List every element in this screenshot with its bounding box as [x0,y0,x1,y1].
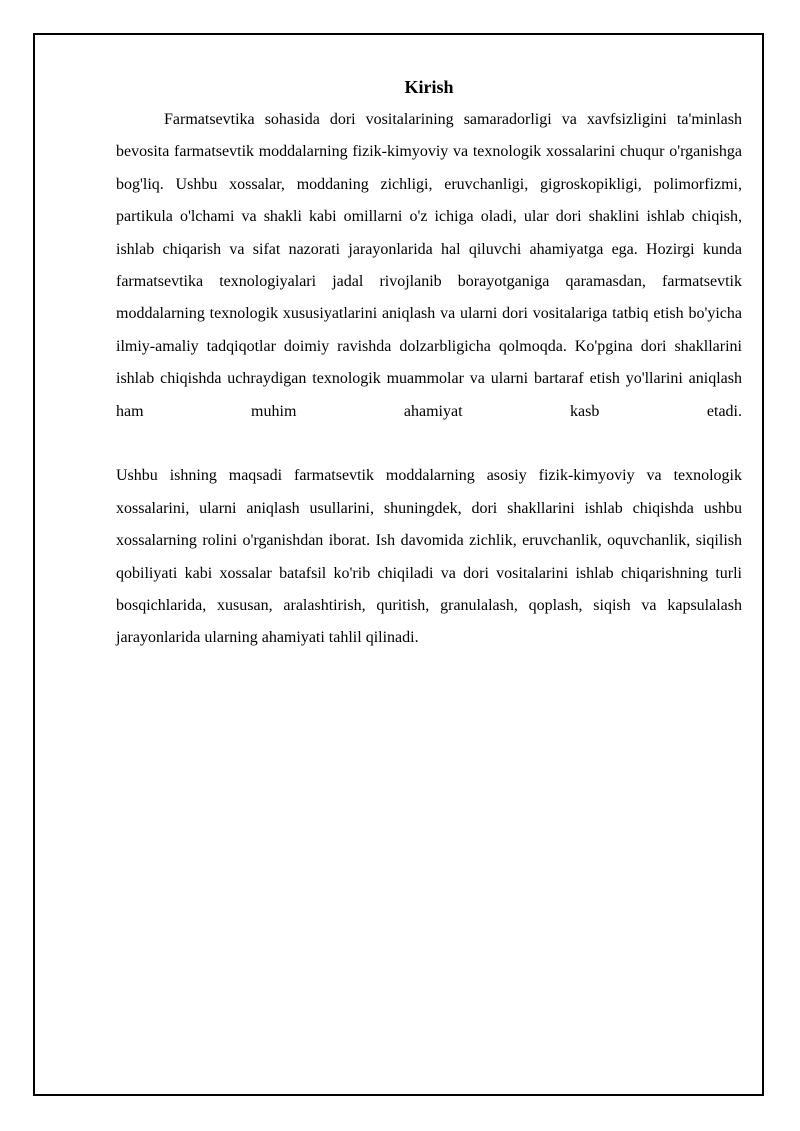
intro-paragraph-2: Ushbu ishning maqsadi farmatsevtik moddalarning asosiy fizik-kimyoviy va texnologik xossalarini, ularni aniqlash usullarini, shuningdek, dori shakllarini ishlab chiqishda ushbu xossalarning rolini o'rganishdan iborat. Ish davomida zichlik, eruvchanlik, oquvchanlik, siqilish qobiliyati kabi xossalar batafsil ko'rib chiqiladi va dori vositalarini ishlab chiqarishning turli bosqichlarida, xususan, aralashtirish, quritish, granulalash, qoplash, siqish va kapsulalash jarayonlarida ularning ahamiyati tahlil qilinadi. [116,467,742,647]
paragraph-spacer [116,428,742,460]
document-body [116,76,742,655]
intro-paragraph-1: Farmatsevtika sohasida dori vositalarining samaradorligi va xavfsizligini ta'minlash bevosita farmatsevtik moddalarning fizik-kimyoviy va texnologik xossalarini chuqur o'rganishga bog'liq. Ushbu xossalar, moddaning zichligi, eruvchanligi, gigroskopikligi, polimorfizmi, partikula o'lchami va shakli kabi omillarni o'z ichiga oladi, ular dori shaklini ishlab chiqish, ishlab chiqarish va sifat nazorati jarayonlarida hal qiluvchi ahamiyatga ega. Hozirgi kunda farmatsevtika texnologiyalari jadal rivojlanib borayotganiga qaramasdan, farmatsevtik moddalarning texnologik xususiyatlarini aniqlash va ularni dori vositalariga tatbiq etish bo'yicha ilmiy-amaliy tadqiqotlar doimiy ravishda dolzarbligicha qolmoqda. Ko'pgina dori shakllarini ishlab chiqishda uchraydigan texnologik muammolar va ularni bartaraf etish yo'llarini aniqlash ham muhim ahamiyat kasb etadi. [116,111,742,420]
document-title: Kirish [404,77,454,97]
